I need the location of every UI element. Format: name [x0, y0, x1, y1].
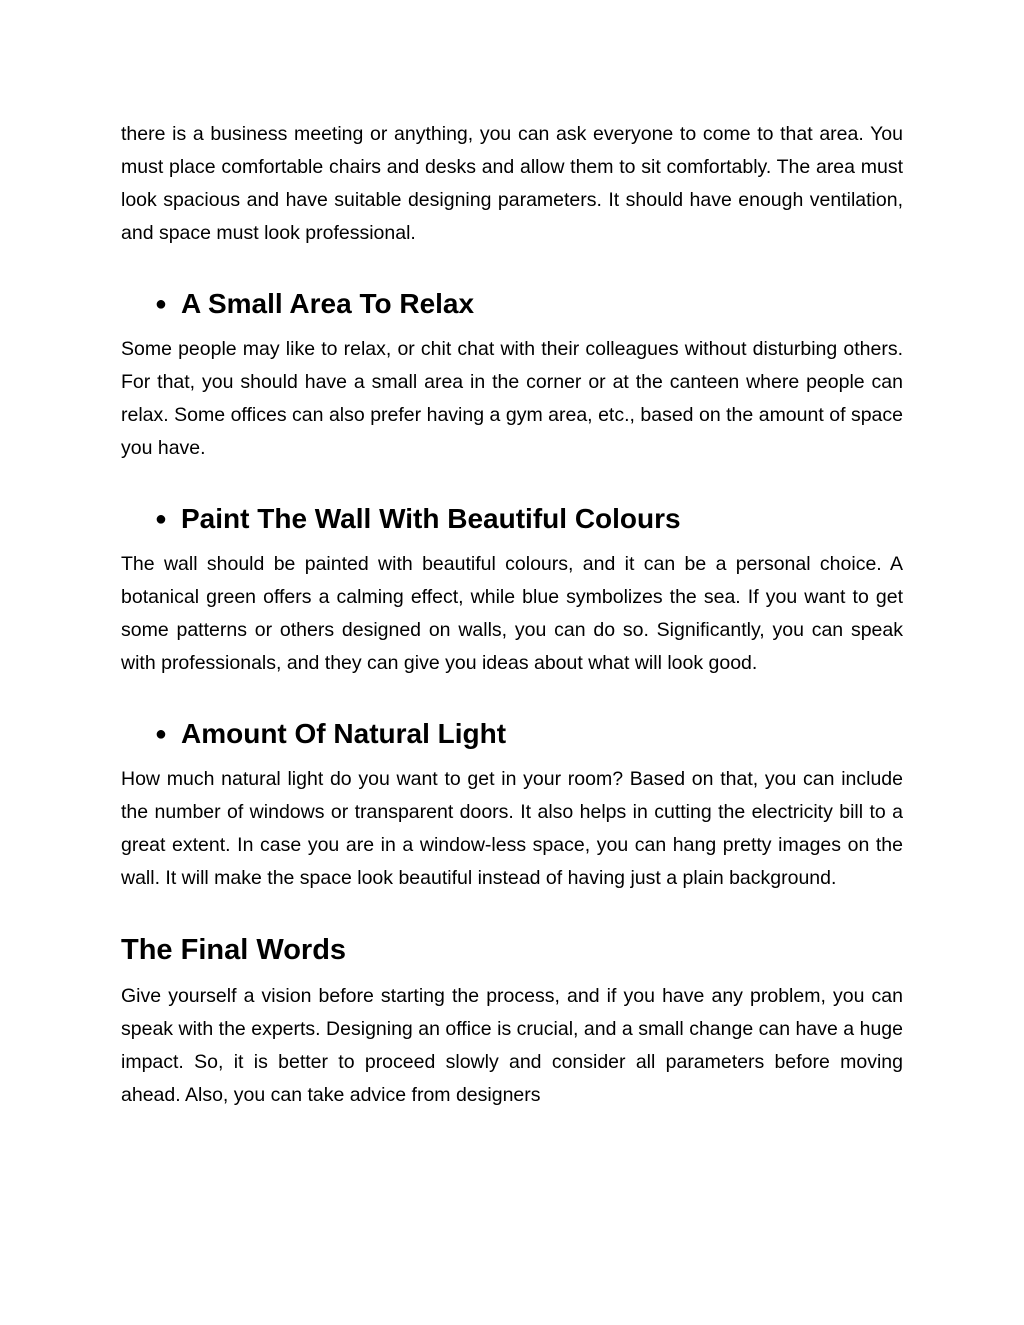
section-paragraph-natural-light: How much natural light do you want to get in your room? Based on that, you can include the number of windows or transparent doors. It also helps in cutting the electricity bill to a great extent. In case you are in a window-less space, you can hang pretty images on the wall. It will make the space look beautiful instead of having just a plain background.	[121, 768, 903, 889]
section-heading-paint-wall	[121, 500, 903, 538]
bullet-icon: ●	[154, 293, 167, 315]
final-words-heading: The Final Words	[121, 934, 347, 966]
section-heading-text: Amount Of Natural Light	[181, 718, 507, 749]
section-heading-text: A Small Area To Relax	[181, 288, 475, 319]
section-heading-natural-light	[121, 715, 903, 753]
section-heading-relax-area	[121, 285, 903, 323]
section-paragraph-paint-wall: The wall should be painted with beautiful colours, and it can be a personal choice. A botanical green offers a calming effect, while blue symbolizes the sea. If you want to get some patterns or others designed on walls, you can do so. Significantly, you can speak with professionals, and they can give you ideas about what will look good.	[121, 553, 903, 674]
section-paragraph-relax-area: Some people may like to relax, or chit chat with their colleagues without disturbing others. For that, you should have a small area in the corner or at the canteen where people can relax. Some offices can also prefer having a gym area, etc., based on the amount of space you have.	[121, 338, 903, 459]
bullet-icon: ●	[154, 723, 167, 745]
final-words-paragraph: Give yourself a vision before starting the process, and if you have any problem, you can speak with the experts. Designing an office is crucial, and a small change can have a huge impact. So, it is better to proceed slowly and consider all parameters before moving ahead. Also, you can take advice from designers	[121, 985, 903, 1106]
bullet-icon: ●	[154, 508, 167, 530]
section-heading-text: Paint The Wall With Beautiful Colours	[181, 503, 681, 534]
document-page	[121, 118, 903, 1112]
intro-paragraph: there is a business meeting or anything, you can ask everyone to come to that area. You must place comfortable chairs and desks and allow them to sit comfortably. The area must look spacious and have suitable designing parameters. It should have enough ventilation, and space must look professional.	[121, 123, 903, 244]
